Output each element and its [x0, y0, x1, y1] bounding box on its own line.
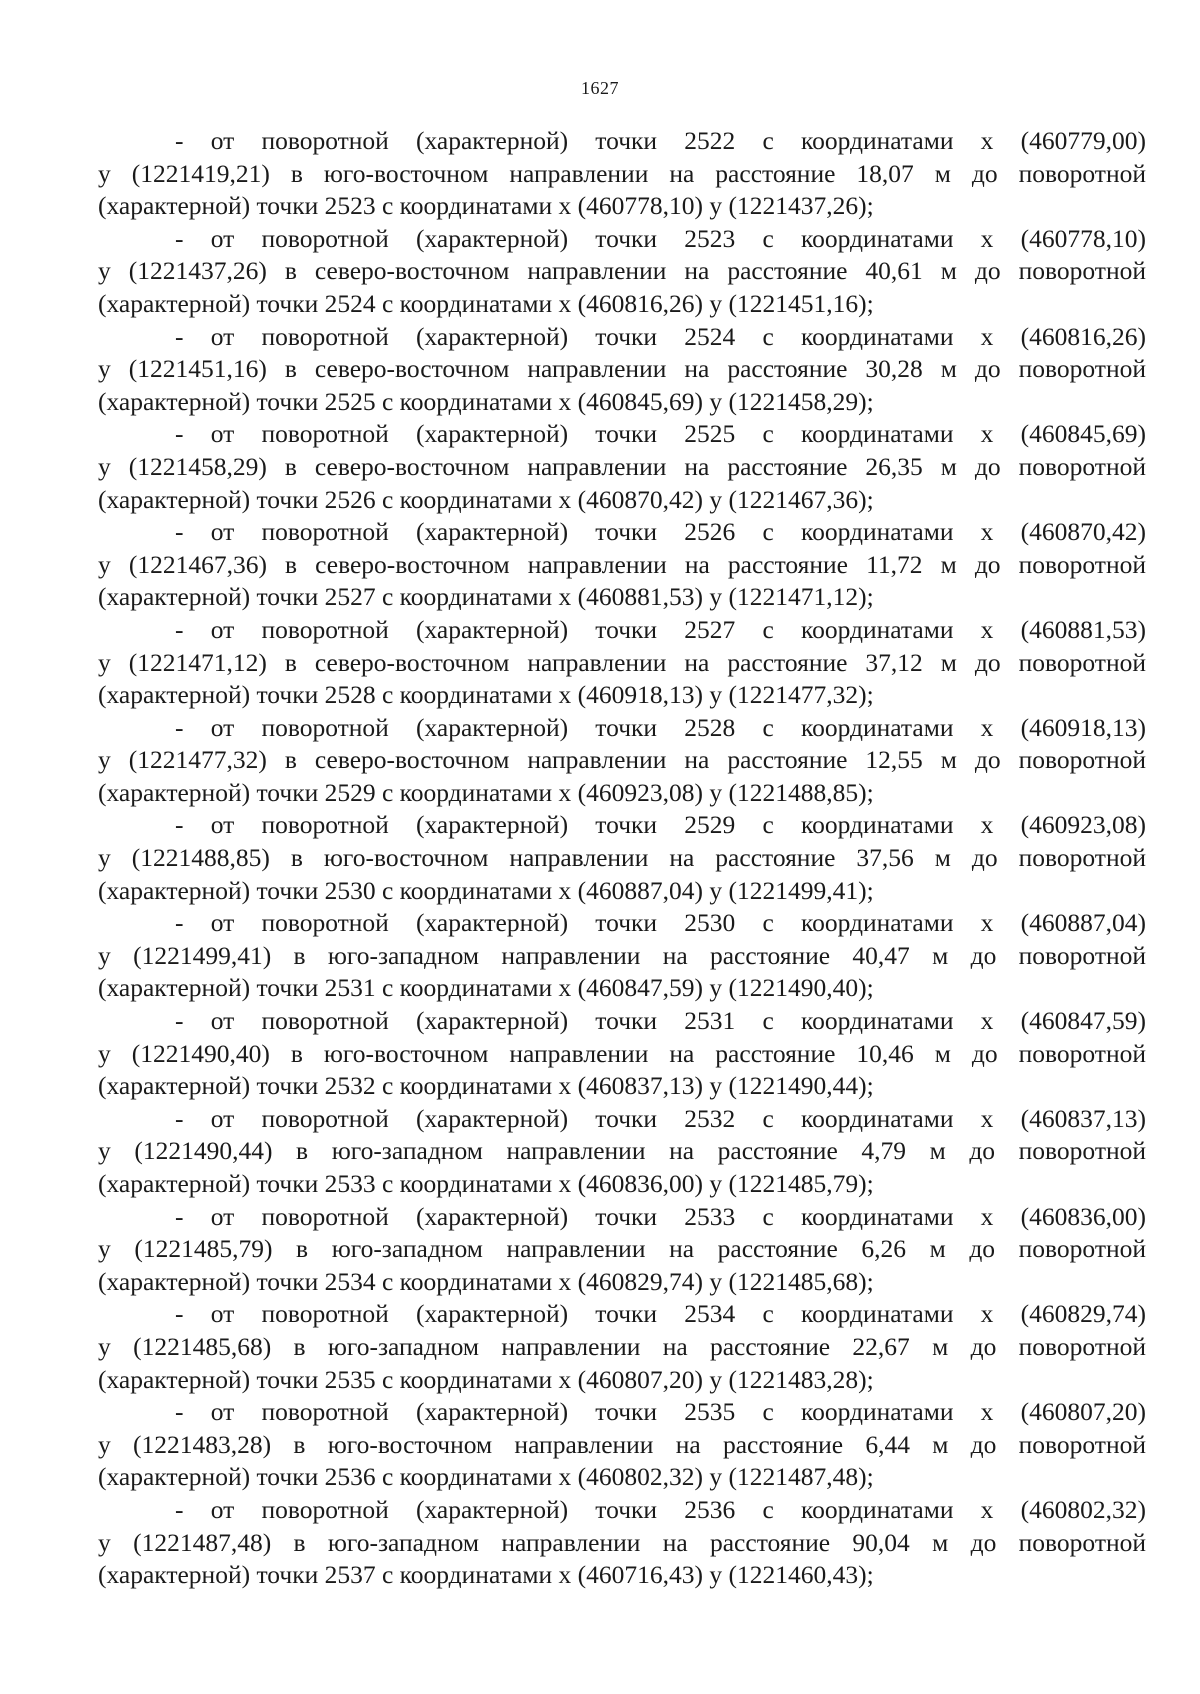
entry-line-3: (характерной) точки 2532 с координатами х (460837,13) у (1221490,44); [98, 1071, 874, 1101]
entry-line-2: у (1221467,36) в северо-восточном направлении на расстояние 11,72 м до поворотной [98, 549, 1146, 579]
entry-line-2: у (1221488,85) в юго-восточном направлении на расстояние 37,56 м до поворотной [98, 843, 1146, 873]
entry-line-1: - от поворотной (характерной) точки 2526 с координатами х (460870,42) [175, 517, 1146, 547]
entry-line-3: (характерной) точки 2527 с координатами х (460881,53) у (1221471,12); [98, 582, 874, 612]
entry-line-3: (характерной) точки 2531 с координатами х (460847,59) у (1221490,40); [98, 973, 874, 1003]
entry-line-2: у (1221437,26) в северо-восточном направлении на расстояние 40,61 м до поворотной [98, 256, 1146, 286]
entry-line-3: (характерной) точки 2529 с координатами х (460923,08) у (1221488,85); [98, 777, 874, 807]
entry-line-3: (характерной) точки 2537 с координатами х (460716,43) у (1221460,43); [98, 1560, 874, 1590]
entry-line-1: - от поворотной (характерной) точки 2528 с координатами х (460918,13) [175, 712, 1146, 742]
entry-line-1: - от поворотной (характерной) точки 2533 с координатами х (460836,00) [175, 1201, 1146, 1231]
entry-line-3: (характерной) точки 2536 с координатами х (460802,32) у (1221487,48); [98, 1462, 874, 1492]
entry-line-3: (характерной) точки 2523 с координатами х (460778,10) у (1221437,26); [98, 191, 874, 221]
entry-line-2: у (1221485,68) в юго-западном направлении на расстояние 22,67 м до поворотной [98, 1331, 1146, 1361]
boundary-segment-entry [98, 907, 1146, 1005]
entry-line-3: (характерной) точки 2533 с координатами х (460836,00) у (1221485,79); [98, 1169, 874, 1198]
entry-line-1: - от поворотной (характерной) точки 2534 с координатами х (460829,74) [175, 1299, 1146, 1329]
entry-line-1: - от поворотной (характерной) точки 2531 с координатами х (460847,59) [175, 1006, 1146, 1036]
entry-line-3: (характерной) точки 2524 с координатами х (460816,26) у (1221451,16); [98, 288, 874, 318]
entry-line-2: у (1221499,41) в юго-западном направлении на расстояние 40,47 м до поворотной [98, 940, 1146, 970]
boundary-segment-entry [98, 418, 1146, 516]
entry-line-1: - от поворотной (характерной) точки 2527 с координатами х (460881,53) [175, 614, 1146, 644]
document-body [98, 125, 1146, 1592]
boundary-segment-entry [98, 712, 1146, 810]
entry-line-3: (характерной) точки 2525 с координатами х (460845,69) у (1221458,29); [98, 386, 874, 416]
entry-line-3: (характерной) точки 2534 с координатами х (460829,74) у (1221485,68); [98, 1266, 874, 1296]
boundary-segment-entry [98, 321, 1146, 419]
boundary-segment-entry [98, 516, 1146, 614]
entry-line-3: (характерной) точки 2528 с координатами х (460918,13) у (1221477,32); [98, 680, 874, 710]
entry-line-1: - от поворотной (характерной) точки 2525 с координатами х (460845,69) [175, 419, 1146, 449]
entry-line-2: у (1221485,79) в юго-западном направлении на расстояние 6,26 м до поворотной [98, 1234, 1146, 1264]
entry-line-2: у (1221471,12) в северо-восточном направлении на расстояние 37,12 м до поворотной [98, 647, 1146, 677]
boundary-segment-entry [98, 1201, 1146, 1299]
boundary-segment-entry [98, 223, 1146, 321]
entry-line-2: у (1221490,44) в юго-западном направлении на расстояние 4,79 м до поворотной [98, 1136, 1146, 1166]
entry-line-1: - от поворотной (характерной) точки 2523 с координатами х (460778,10) [175, 223, 1146, 253]
entry-line-2: у (1221487,48) в юго-западном направлении на расстояние 90,04 м до поворотной [98, 1527, 1146, 1557]
entry-line-2: у (1221477,32) в северо-восточном направлении на расстояние 12,55 м до поворотной [98, 745, 1146, 775]
boundary-segment-entry [98, 1103, 1146, 1201]
boundary-segment-entry [98, 1396, 1146, 1494]
entry-line-2: у (1221490,40) в юго-восточном направлении на расстояние 10,46 м до поворотной [98, 1038, 1146, 1068]
entry-line-2: у (1221419,21) в юго-восточном направлении на расстояние 18,07 м до поворотной [98, 158, 1146, 188]
boundary-segment-entry [98, 125, 1146, 223]
page-number: 1627 [581, 78, 619, 98]
entry-line-3: (характерной) точки 2530 с координатами х (460887,04) у (1221499,41); [98, 875, 874, 905]
entry-line-1: - от поворотной (характерной) точки 2530 с координатами х (460887,04) [175, 908, 1146, 938]
entry-line-3: (характерной) точки 2535 с координатами х (460807,20) у (1221483,28); [98, 1364, 874, 1394]
entry-line-2: у (1221483,28) в юго-восточном направлении на расстояние 6,44 м до поворотной [98, 1429, 1146, 1459]
entry-line-1: - от поворотной (характерной) точки 2536 с координатами х (460802,32) [175, 1494, 1146, 1524]
boundary-segment-entry [98, 1005, 1146, 1103]
entry-line-2: у (1221458,29) в северо-восточном направлении на расстояние 26,35 м до поворотной [98, 451, 1146, 481]
entry-line-2: у (1221451,16) в северо-восточном направлении на расстояние 30,28 м до поворотной [98, 354, 1146, 384]
boundary-segment-entry [98, 1494, 1146, 1592]
entry-line-1: - от поворотной (характерной) точки 2529 с координатами х (460923,08) [175, 810, 1146, 840]
boundary-segment-entry [98, 1298, 1146, 1396]
entry-line-1: - от поворотной (характерной) точки 2532 с координатами х (460837,13) [175, 1103, 1146, 1133]
boundary-segment-entry [98, 809, 1146, 907]
entry-line-3: (характерной) точки 2526 с координатами х (460870,42) у (1221467,36); [98, 484, 874, 514]
entry-line-1: - от поворотной (характерной) точки 2522 с координатами х (460779,00) [175, 126, 1146, 155]
entry-line-1: - от поворотной (характерной) точки 2524 с координатами х (460816,26) [175, 321, 1146, 351]
entry-line-1: - от поворотной (характерной) точки 2535 с координатами х (460807,20) [175, 1397, 1146, 1427]
boundary-segment-entry [98, 614, 1146, 712]
